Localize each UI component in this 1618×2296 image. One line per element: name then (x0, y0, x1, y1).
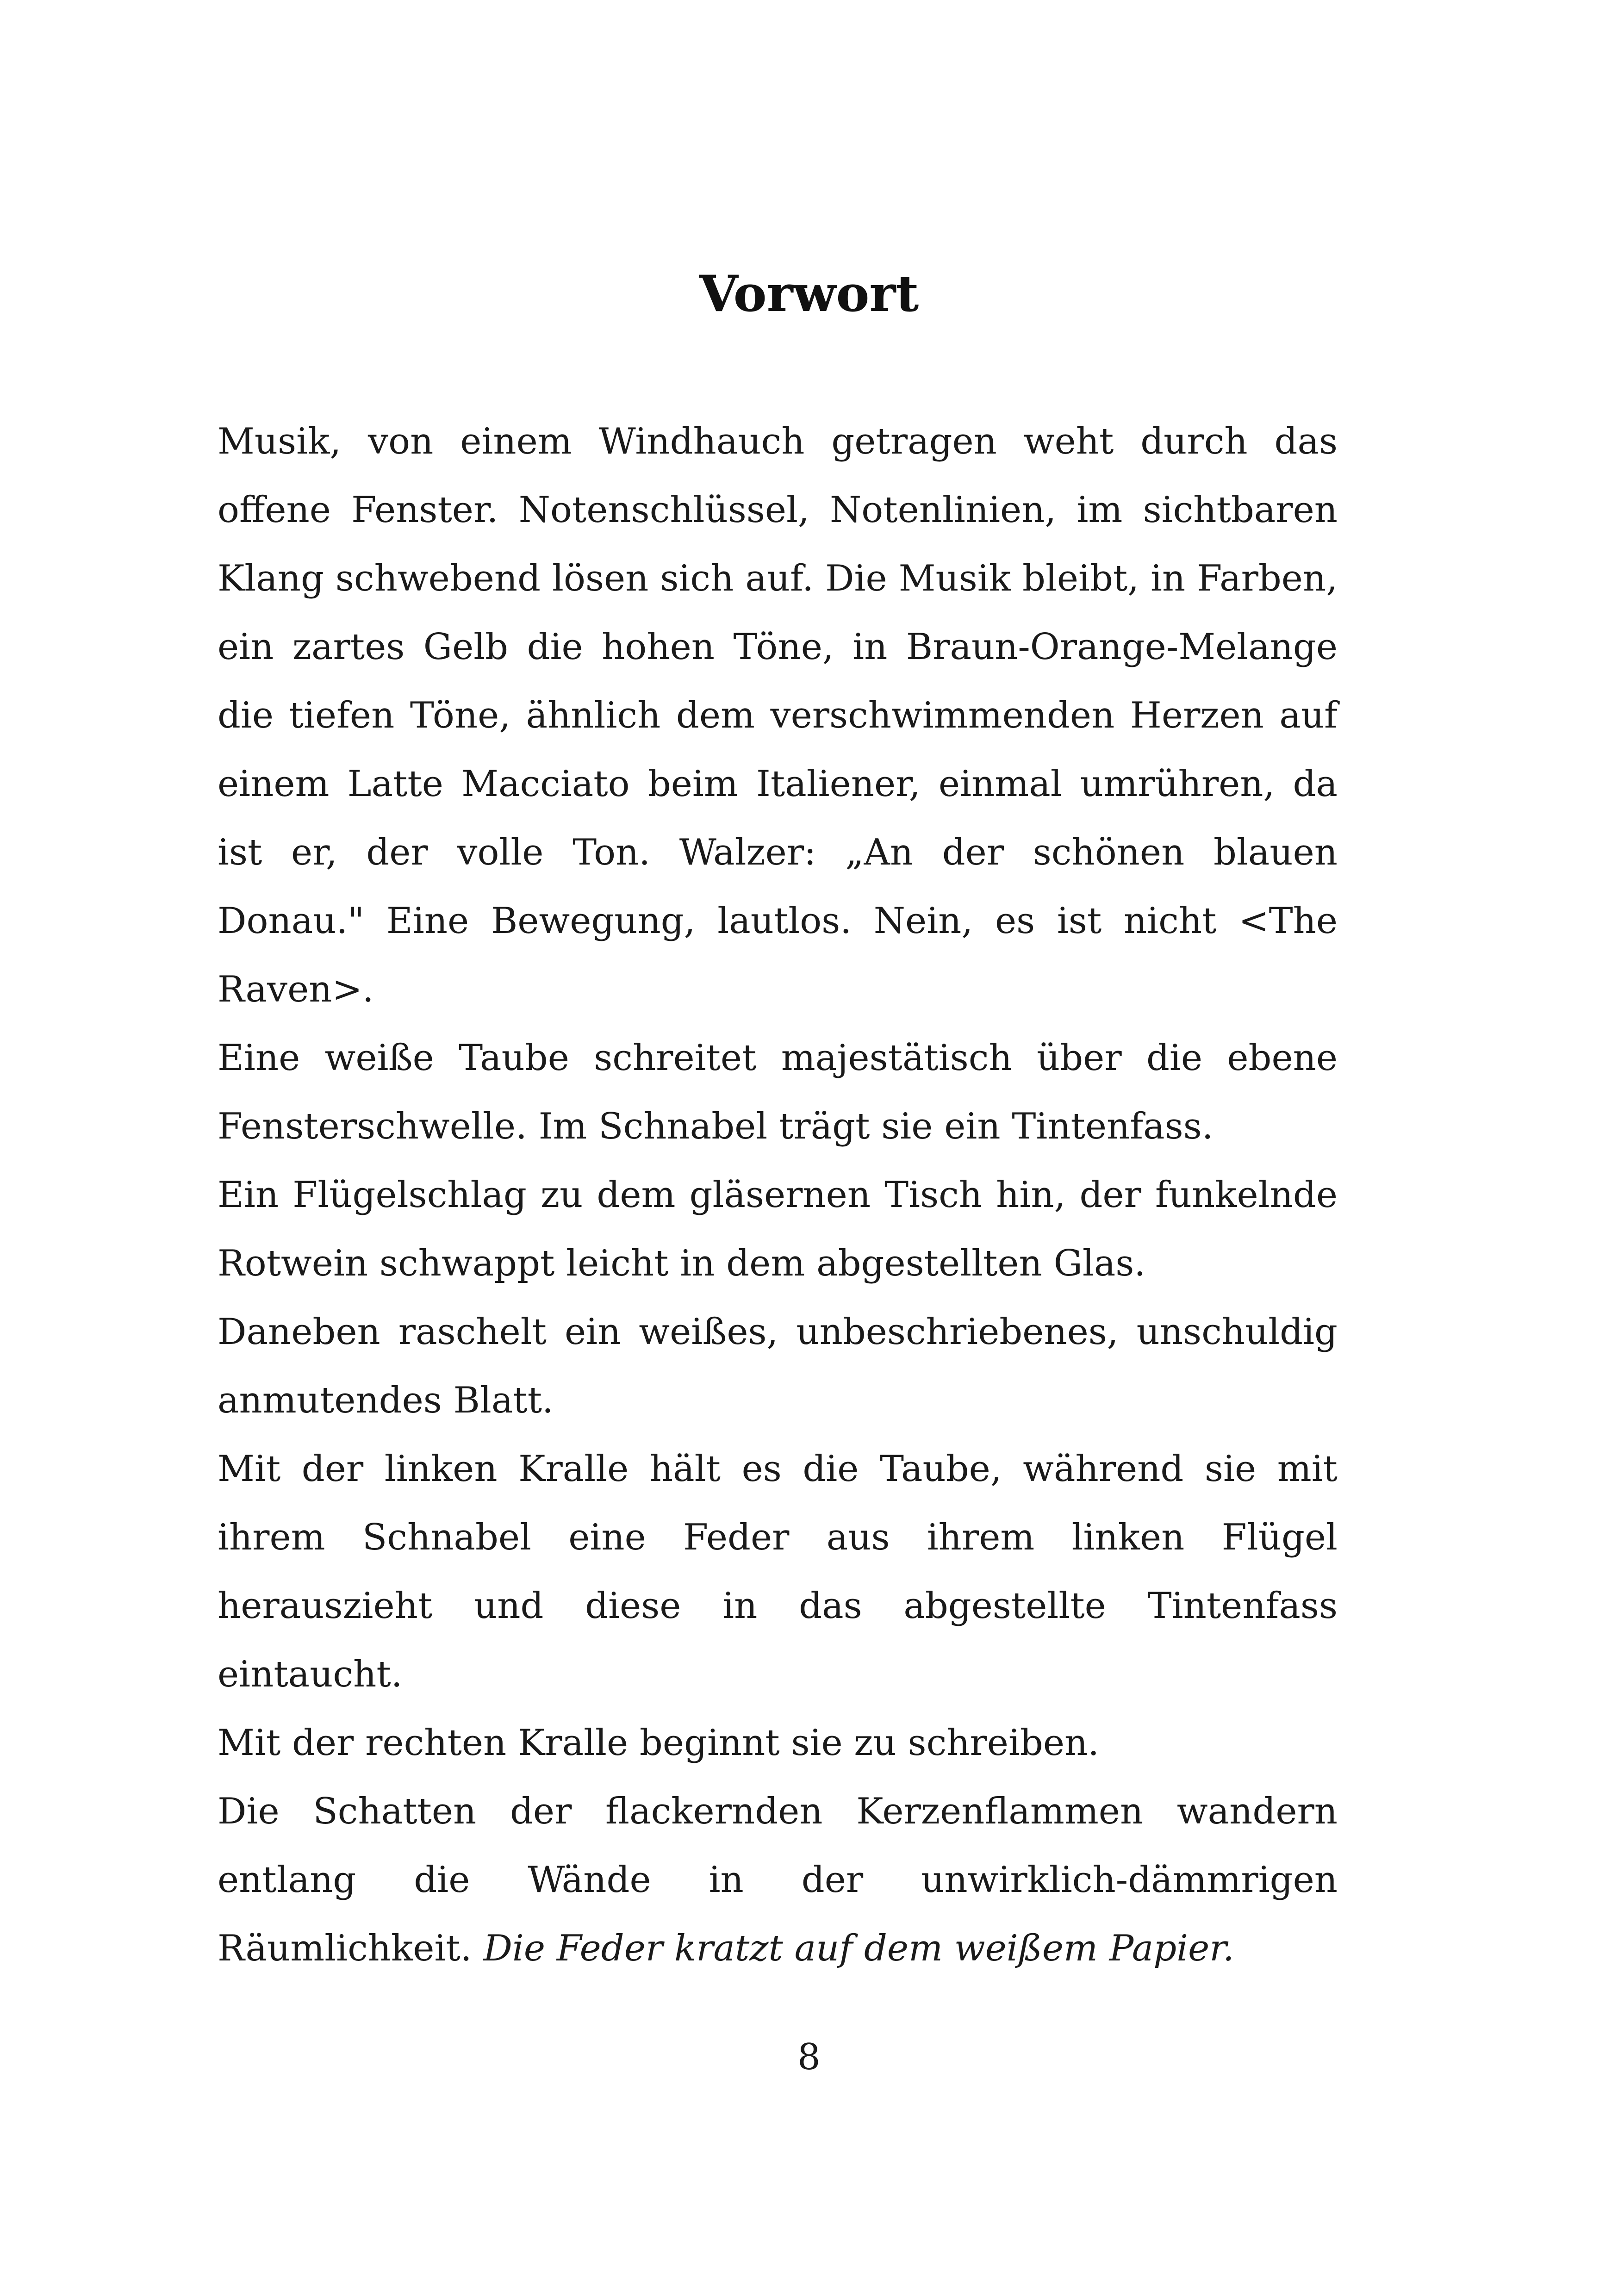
paragraph-1: Musik, von einem Windhauch getragen weht durch das offene Fenster. Notenschlüssel, Notenlinien, im sichtbaren Klang schwebend lösen sich auf. Die Musik bleibt, in Farben, ein zartes Gelb die hohen Töne, in Braun-Orange-Melange die tiefen Töne, ähnlich dem verschwimmenden Herzen auf einem Latte Macciato beim Italiener, einmal umrühren, da ist er, der volle Ton. Walzer: „An der schönen blauen Donau." Eine Bewegung, lautlos. Nein, es ist nicht <The Raven>. (218, 421, 1338, 1010)
paragraph-7-text: Die Schatten der flackernden Kerzenflammen wandern entlang die Wände in der unwirklich-dämmrigen Räumlichkeit. (218, 1791, 1338, 1969)
paragraph-7 (218, 1777, 1338, 1983)
paragraph-7-italic-text: Die Feder kratzt auf dem weißem Papier. (483, 1928, 1234, 1969)
page-title: Vorwort (699, 265, 919, 323)
paragraph-4: Daneben raschelt ein weißes, unbeschriebenes, unschuldig anmutendes Blatt. (218, 1311, 1338, 1421)
paragraph-3: Ein Flügelschlag zu dem gläsernen Tisch hin, der funkelnde Rotwein schwappt leicht in dem abgestellten Glas. (218, 1174, 1338, 1284)
paragraph-2: Eine weiße Taube schreitet majestätisch über die ebene Fensterschwelle. Im Schnabel trägt sie ein Tintenfass. (218, 1037, 1338, 1147)
paragraph-5: Mit der linken Kralle hält es die Taube, während sie mit ihrem Schnabel eine Feder aus ihrem linken Flügel herauszieht und diese in das abgestellte Tintenfass eintaucht. (218, 1448, 1338, 1695)
paragraph-6: Mit der rechten Kralle beginnt sie zu schreiben. (218, 1722, 1100, 1764)
body-text (218, 407, 1338, 1983)
page-number: 8 (797, 2036, 821, 2078)
